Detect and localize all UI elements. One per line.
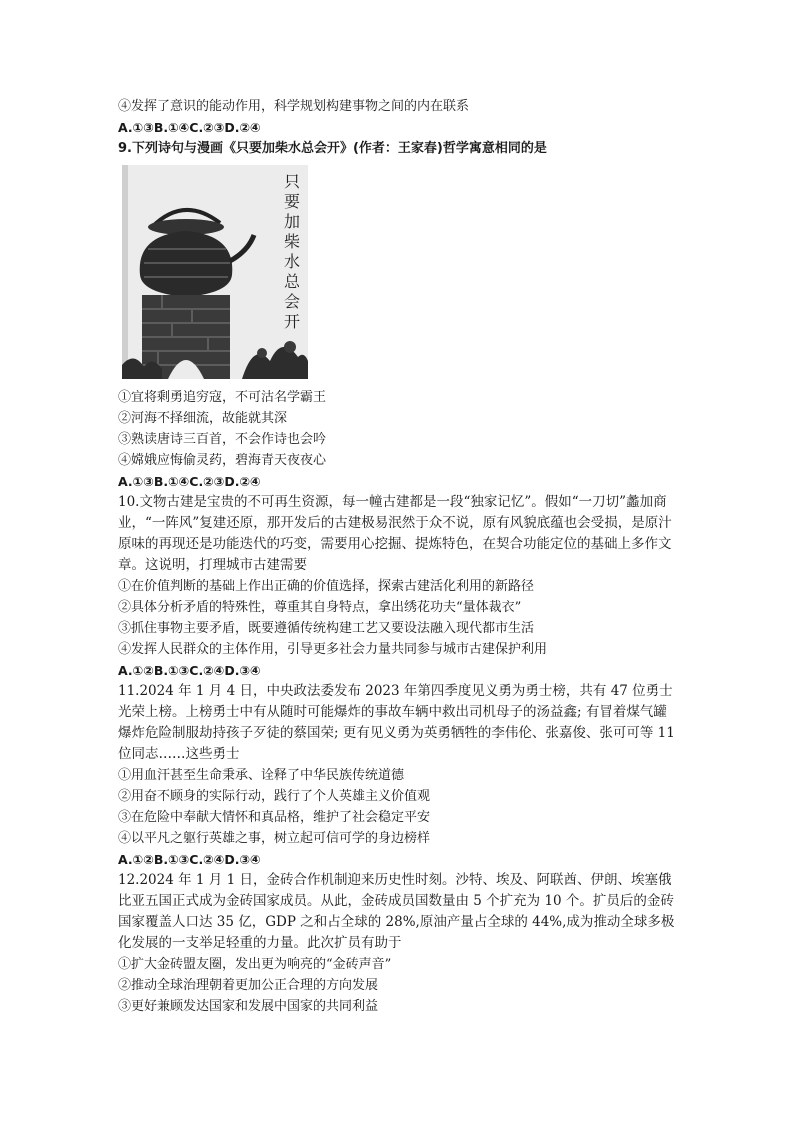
q11-option-1: ①用血汗甚至生命秉承、诠释了中华民族传统道德 <box>118 768 405 783</box>
q10-option-4: ④发挥人民群众的主体作用，引导更多社会力量共同参与城市古建保护利用 <box>118 642 548 657</box>
q10-option-2: ②具体分析矛盾的特殊性，尊重其自身特点，拿出绣花功夫“量体裁衣” <box>118 600 522 615</box>
q11-answers: A.①②B.①③C.②④D.③④ <box>118 852 261 867</box>
q9-option-1: ①宜将剩勇追穷寇，不可沽名学霸王 <box>118 390 327 405</box>
q10-option-1: ①在价值判断的基础上作出正确的价值选择，探索古建活化利用的新路径 <box>118 579 535 594</box>
q9-option-2: ②河海不择细流，故能就其深 <box>118 411 288 426</box>
q10-answers: A.①②B.①③C.②④D.③④ <box>118 663 261 678</box>
q11-stem: 11.2024 年 1 月 4 日，中央政法委发布 2023 年第四季度见义勇为勇士榜，共有 47 位勇士光荣上榜。上榜勇士中有从随时可能爆炸的事故车辆中救出司机母子的汤益鑫; 有冒着煤气罐爆炸危险制服劫持孩子歹徒的蔡国荣; 更有见义勇为英勇牺牲的李伟伦、张嘉俊、张可可等 11 位同志……这些勇士 <box>118 683 675 762</box>
q9-stem: 9.下列诗句与漫画《只要加柴水总会开》(作者：王家春)哲学寓意相同的是 <box>118 141 547 156</box>
q10-option-3: ③抓住事物主要矛盾，既要遵循传统构建工艺又要设法融入现代都市生活 <box>118 621 535 636</box>
exam-page <box>118 96 678 1017</box>
q11-option-2: ②用奋不顾身的实际行动，践行了个人英雄主义价值观 <box>118 789 431 804</box>
q9-option-3: ③熟读唐诗三百首，不会作诗也会吟 <box>118 432 327 447</box>
q11-option-3: ③在危险中奉献大情怀和真品格，维护了社会稳定平安 <box>118 810 431 825</box>
q12-option-2: ②推动全球治理朝着更加公正合理的方向发展 <box>118 978 379 993</box>
cartoon-image <box>122 165 308 379</box>
q12-option-1: ①扩大金砖盟友圈，发出更为响亮的“金砖声音” <box>118 957 392 972</box>
q12-option-3: ③更好兼顾发达国家和发展中国家的共同利益 <box>118 999 379 1014</box>
q11-option-4: ④以平凡之躯行英雄之事，树立起可信可学的身边榜样 <box>118 831 431 846</box>
q9-answers: A.①③B.①④C.②③D.②④ <box>118 474 261 489</box>
cartoon-caption: 只 要 加 柴 水 总 会 开 <box>284 172 301 331</box>
q8-option-4: ④发挥了意识的能动作用，科学规划构建事物之间的内在联系 <box>118 99 470 114</box>
cartoon-kettle-illustration <box>122 165 308 379</box>
q10-stem: 10.文物古建是宝贵的不可再生资源，每一幢古建都是一段“独家记忆”。假如“一刀切”蠡加商业，“一阵风”复建还原，那开发后的古建极易泯然于众不说，原有风貌底蕴也会受损，是原汁原味的再现还是功能迭代的巧变，需要用心挖掘、提炼特色，在契合功能定位的基础上多作文章。这说明，打理城市古建需要 <box>118 494 672 573</box>
q9-option-4: ④嫦娥应悔偷灵药，碧海青天夜夜心 <box>118 453 327 468</box>
q12-stem: 12.2024 年 1 月 1 日，金砖合作机制迎来历史性时刻。沙特、埃及、阿联酋、伊朗、埃塞俄比亚五国正式成为金砖国家成员。从此，金砖成员国数量由 5 个扩充为 10 个。扩员后的金砖国家覆盖人口达 35 亿，GDP 之和占全球的 28%,原油产量占全球的 44%,成为推动全球多极化发展的一支举足轻重的力量。此次扩员有助于 <box>118 872 675 951</box>
q8-answers: A.①③B.①④C.②③D.②④ <box>118 120 261 135</box>
